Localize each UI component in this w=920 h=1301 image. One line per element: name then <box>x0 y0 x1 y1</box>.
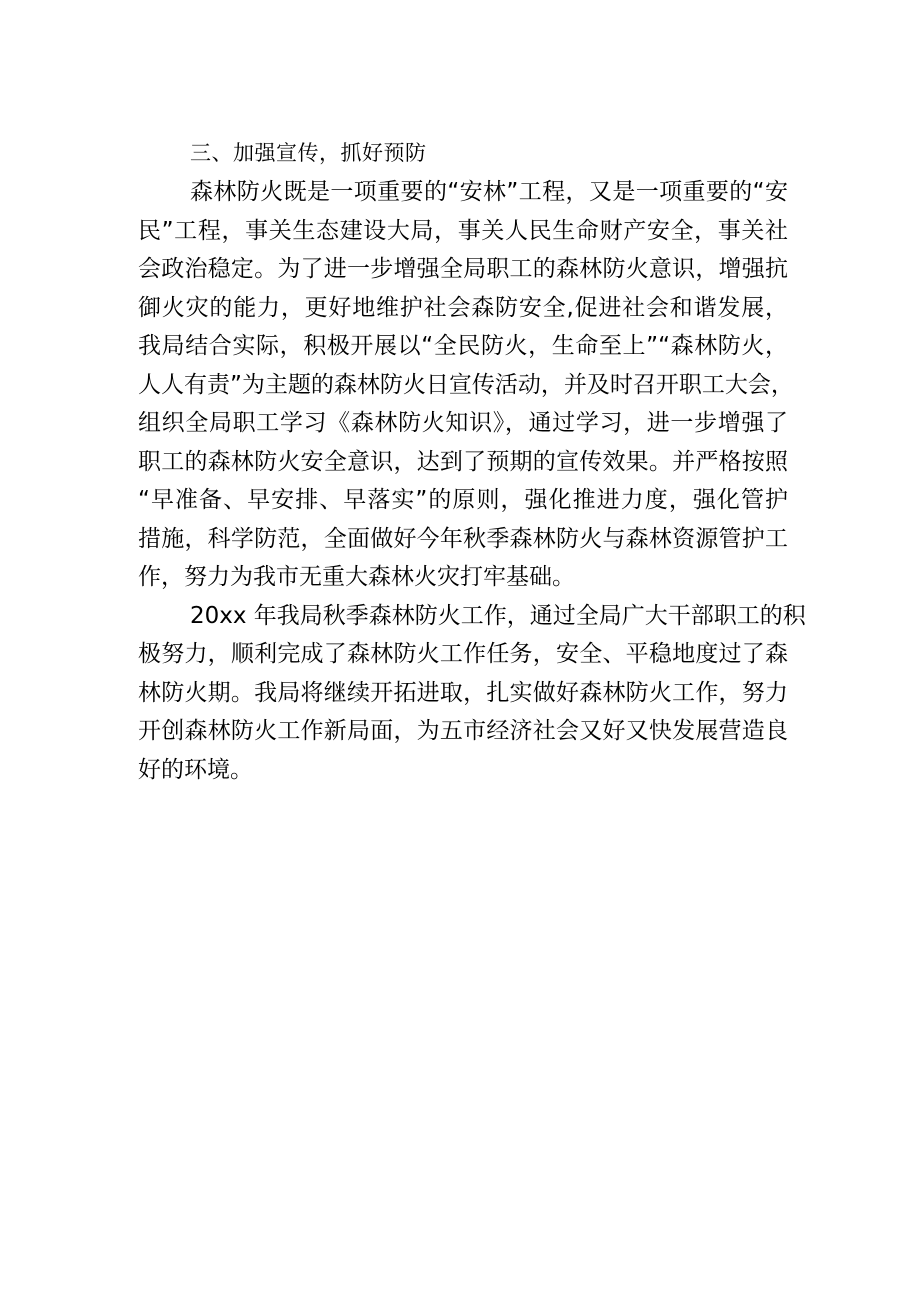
paragraph-forest-fire-publicity <box>138 173 794 597</box>
paragraph-line: 职工的森林防火安全意识，达到了预期的宣传效果。并严格按照 <box>138 448 788 475</box>
paragraph-line: 我局结合实际，积极开展以“全民防火，生命至上”“森林防火， <box>138 333 788 359</box>
paragraph-line: 极努力，顺利完成了森林防火工作任务，安全、平稳地度过了森 <box>138 641 788 667</box>
paragraph-line: 组织全局职工学习《森林防火知识》，通过学习，进一步增强了 <box>138 410 788 436</box>
paragraph-line: 作，努力为我市无重大森林火灾打牢基础。 <box>138 564 575 590</box>
section-heading: 三、加强宣传，抓好预防 <box>190 141 427 165</box>
paragraph-line: 森林防火既是一项重要的“安林”工程，又是一项重要的“安 <box>190 179 788 205</box>
paragraph-line: 措施，科学防范，全面做好今年秋季森林防火与森林资源管护工 <box>138 525 788 552</box>
paragraph-line: 林防火期。我局将继续开拓进取，扎实做好森林防火工作，努力 <box>138 679 788 706</box>
paragraph-line: 开创森林防火工作新局面，为五市经济社会又好又快发展营造良 <box>138 718 788 744</box>
paragraph-line: 御火灾的能力，更好地维护社会森防安全,促进社会和谐发展， <box>138 294 788 321</box>
paragraph-line: 会政治稳定。为了进一步增强全局职工的森林防火意识，增强抗 <box>138 256 788 282</box>
document-content <box>138 134 806 789</box>
paragraph-line: “早准备、早安排、早落实”的原则，强化推进力度，强化管护 <box>138 487 788 513</box>
paragraph-line: 民”工程，事关生态建设大局，事关人民生命财产安全，事关社 <box>138 217 788 244</box>
paragraph-line: 人人有责”为主题的森林防火日宣传活动，并及时召开职工大会， <box>138 371 794 398</box>
paragraph-line: 20xx 年我局秋季森林防火工作，通过全局广大干部职工的积 <box>190 602 806 629</box>
paragraph-line: 好的环境。 <box>138 756 253 783</box>
paragraph-autumn-summary <box>138 597 806 790</box>
